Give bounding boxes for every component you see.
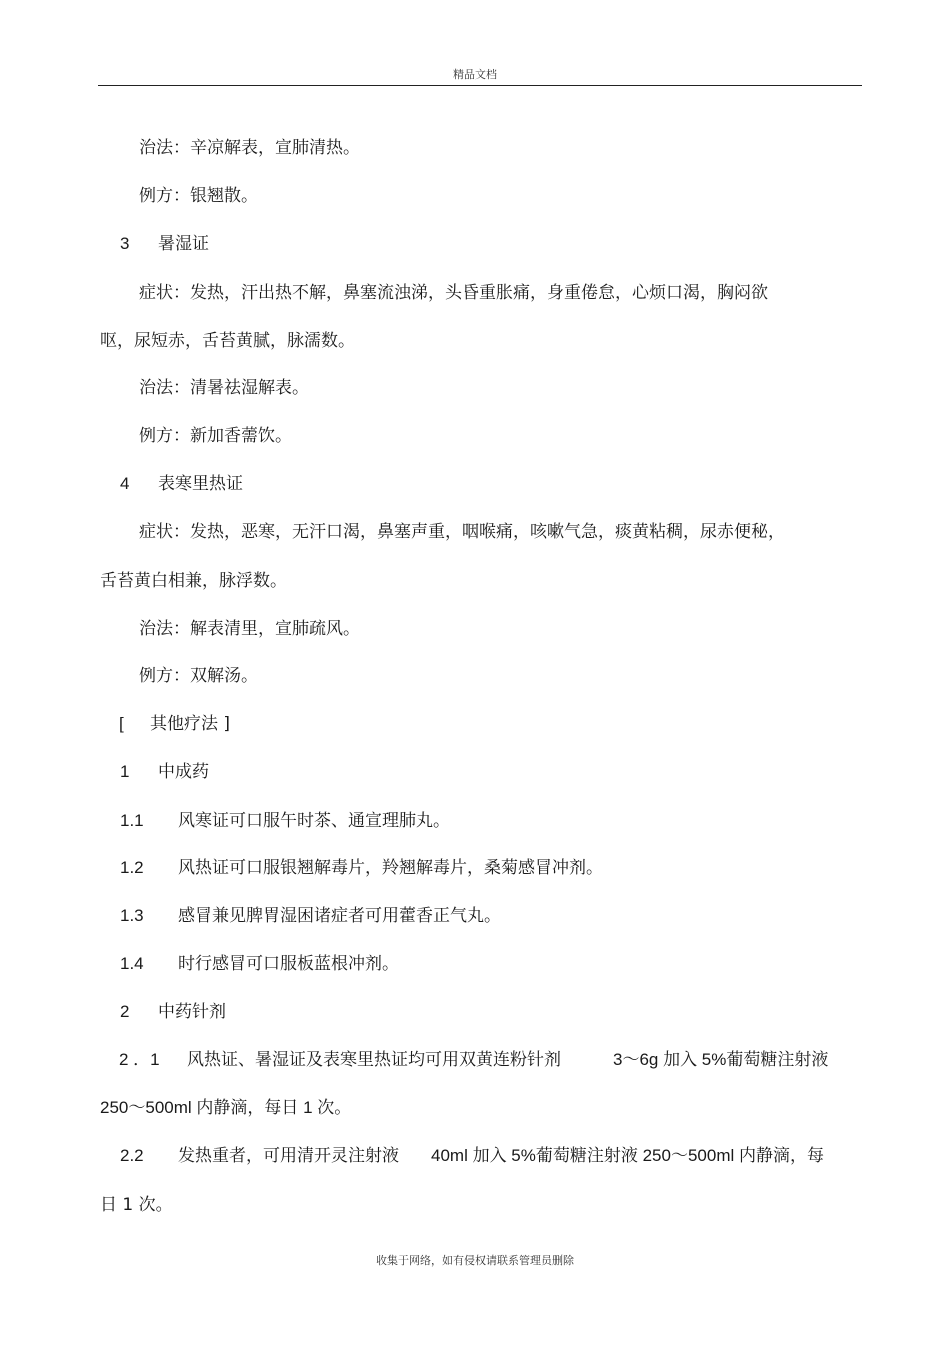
section-number: 2: [120, 1002, 130, 1021]
section-heading: 中成药: [158, 762, 209, 782]
item-text-cont: 日 1 次。: [100, 1195, 173, 1215]
section-number: 1: [120, 762, 130, 781]
item-text: 发热重者，可用清开灵注射液: [178, 1146, 399, 1166]
section-heading: 其他疗法 ]: [150, 714, 231, 734]
item-text: 感冒兼见脾胃湿困诸症者可用藿香正气丸。: [178, 906, 501, 926]
bracket-open: [: [119, 714, 124, 733]
item-number: 2 ．1: [119, 1050, 160, 1069]
treatment-line: 治法：解表清里，宣肺疏风。: [139, 619, 360, 639]
item-number: 1.1: [120, 811, 144, 830]
page-footer: 收集于网络，如有侵权请联系管理员删除: [376, 1254, 574, 1267]
treatment-line: 治法：辛凉解表，宣肺清热。: [139, 138, 360, 158]
section-heading: 中药针剂: [158, 1002, 226, 1022]
treatment-line: 治法：清暑祛湿解表。: [139, 378, 309, 398]
section-heading: 表寒里热证: [158, 474, 243, 494]
item-number: 1.4: [120, 954, 144, 973]
symptom-line: 症状：发热，汗出热不解，鼻塞流浊涕，头昏重胀痛，身重倦怠，心烦口渴，胸闷欲: [139, 283, 768, 303]
item-number: 1.2: [120, 858, 144, 877]
page-header: 精品文档: [453, 68, 497, 81]
item-text: 风热证可口服银翘解毒片，羚翘解毒片，桑菊感冒冲剂。: [178, 858, 603, 878]
formula-line: 例方：新加香薷饮。: [139, 426, 292, 446]
item-number: 1.3: [120, 906, 144, 925]
item-dose: 40ml 加入 5%葡萄糖注射液 250～500ml 内静滴，每: [431, 1146, 824, 1165]
item-text: 风寒证可口服午时茶、通宣理肺丸。: [178, 811, 450, 831]
section-heading: 暑湿证: [158, 234, 209, 254]
item-dose: 3～6g 加入 5%葡萄糖注射液: [613, 1050, 829, 1069]
symptom-line: 症状：发热，恶寒，无汗口渴，鼻塞声重，咽喉痛，咳嗽气急，痰黄粘稠，尿赤便秘，: [139, 522, 785, 542]
formula-line: 例方：银翘散。: [139, 186, 258, 206]
formula-line: 例方：双解汤。: [139, 666, 258, 686]
item-text: 风热证、暑湿证及表寒里热证均可用双黄连粉针剂: [187, 1050, 561, 1070]
item-text-cont: 250～500ml 内静滴，每日 1 次。: [100, 1098, 352, 1117]
symptom-line-cont: 呕，尿短赤，舌苔黄腻，脉濡数。: [100, 331, 355, 351]
section-number: 3: [120, 234, 130, 253]
symptom-line-cont: 舌苔黄白相兼，脉浮数。: [100, 571, 287, 591]
item-text: 时行感冒可口服板蓝根冲剂。: [178, 954, 399, 974]
item-number: 2.2: [120, 1146, 144, 1165]
section-number: 4: [120, 474, 130, 493]
header-rule: [98, 85, 862, 86]
